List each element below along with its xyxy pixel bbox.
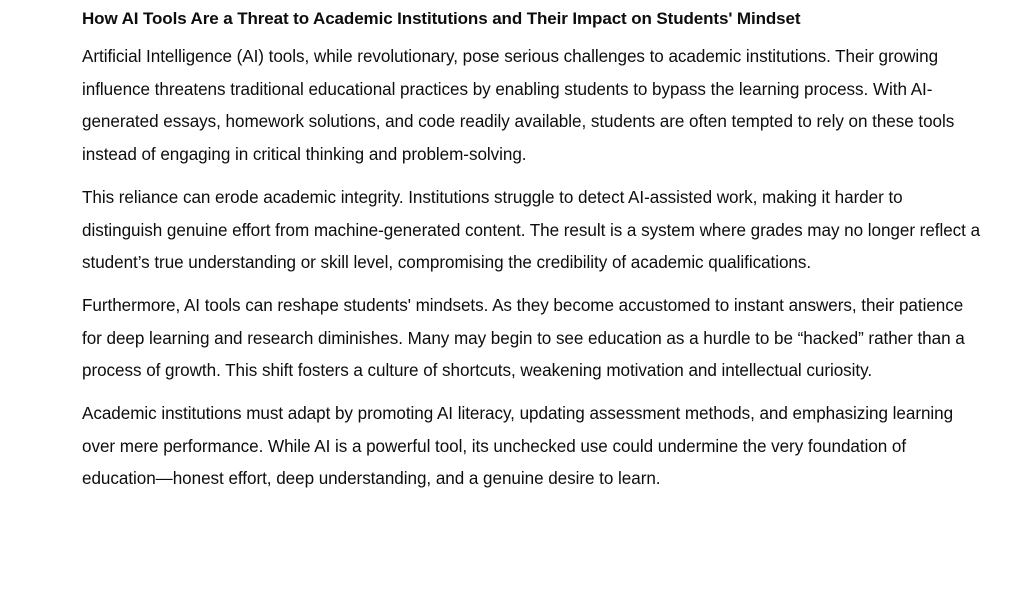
- paragraph-mindset: Furthermore, AI tools can reshape students' mindsets. As they become accustomed to instant answers, their patience for deep learning and research diminishes. Many may begin to see education as a hurdle to be “hacked” rather than a process of growth. This shift fosters a culture of shortcuts, weakening motivation and intellectual curiosity.: [82, 295, 965, 381]
- document-body: [82, 0, 982, 496]
- paragraph-conclusion: Academic institutions must adapt by promoting AI literacy, updating assessment methods, and emphasizing learning over mere performance. While AI is a powerful tool, its unchecked use could undermine the very foundation of education—honest effort, deep understanding, and a genuine desire to learn.: [82, 404, 954, 489]
- paragraph-intro: Artificial Intelligence (AI) tools, while revolutionary, pose serious challenges to academic institutions. Their growing influence threatens traditional educational practices by enabling students to bypass the learning process. With AI-generated essays, homework solutions, and code readily available, students are often tempted to rely on these tools instead of engaging in critical thinking and problem-solving.: [82, 47, 955, 165]
- paragraph-integrity: This reliance can erode academic integrity. Institutions struggle to detect AI-assisted work, making it harder to distinguish genuine effort from machine-generated content. The result is a system where grades may no longer reflect a student’s true understanding or skill level, compromising the credibility of academic qualifications.: [82, 187, 981, 273]
- document-title: How AI Tools Are a Threat to Academic Institutions and Their Impact on Students' Mindset: [82, 9, 801, 28]
